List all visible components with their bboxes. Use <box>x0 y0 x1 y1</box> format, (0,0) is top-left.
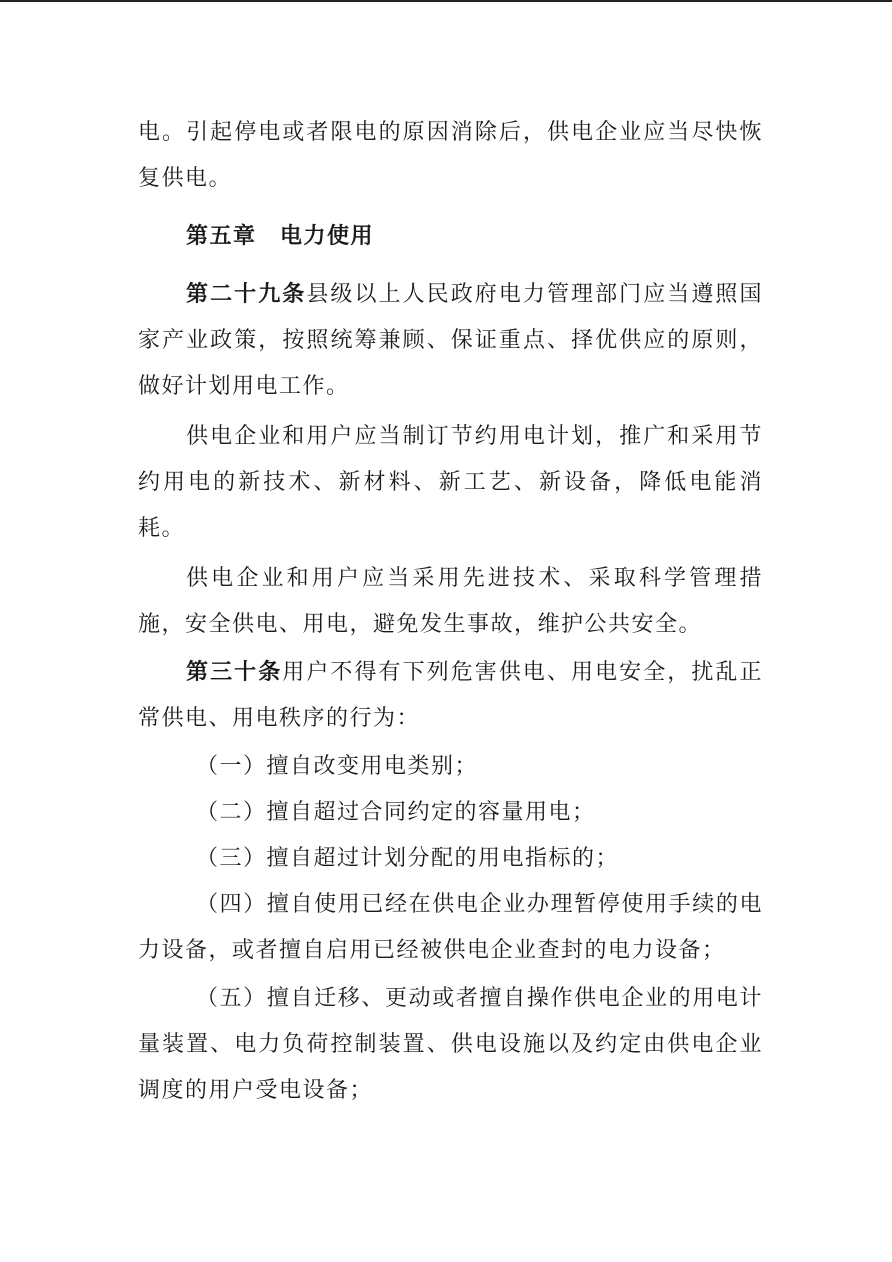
paragraph-safety: 供电企业和用户应当采用先进技术、采取科学管理措施，安全供电、用电，避免发生事故，维护公共安全。 <box>138 566 763 637</box>
article-30 <box>138 650 763 742</box>
list-item: （四）擅自使用已经在供电企业办理暂停使用手续的电力设备，或者擅自启用已经被供电企业查封的电力设备； <box>138 892 763 963</box>
paragraph-continuation: 电。引起停电或者限电的原因消除后，供电企业应当尽快恢复供电。 <box>138 120 763 191</box>
paragraph-energy-saving: 供电企业和用户应当制订节约用电计划，推广和采用节约用电的新技术、新材料、新工艺、新设备，降低电能消耗。 <box>138 424 763 541</box>
article-29-title: 第二十九条 <box>186 282 307 307</box>
article-29-text: 县级以上人民政府电力管理部门应当遵照国家产业政策，按照统筹兼顾、保证重点、择优供应的原则，做好计划用电工作。 <box>138 282 763 399</box>
article-29 <box>138 272 763 410</box>
chapter-heading: 第五章 电力使用 <box>186 224 375 249</box>
list-item: （二）擅自超过合同约定的容量用电； <box>196 800 596 825</box>
article-30-title: 第三十条 <box>186 660 283 685</box>
list-item: （一）擅自改变用电类别； <box>196 754 479 779</box>
list-item: （三）擅自超过计划分配的用电指标的； <box>196 846 620 871</box>
top-border-line <box>0 0 892 2</box>
document-page <box>138 110 763 1114</box>
article-30-text: 用户不得有下列危害供电、用电安全，扰乱正常供电、用电秩序的行为： <box>138 660 763 731</box>
list-item: （五）擅自迁移、更动或者擅自操作供电企业的用电计量装置、电力负荷控制装置、供电设施以及约定由供电企业调度的用户受电设备； <box>138 986 763 1103</box>
